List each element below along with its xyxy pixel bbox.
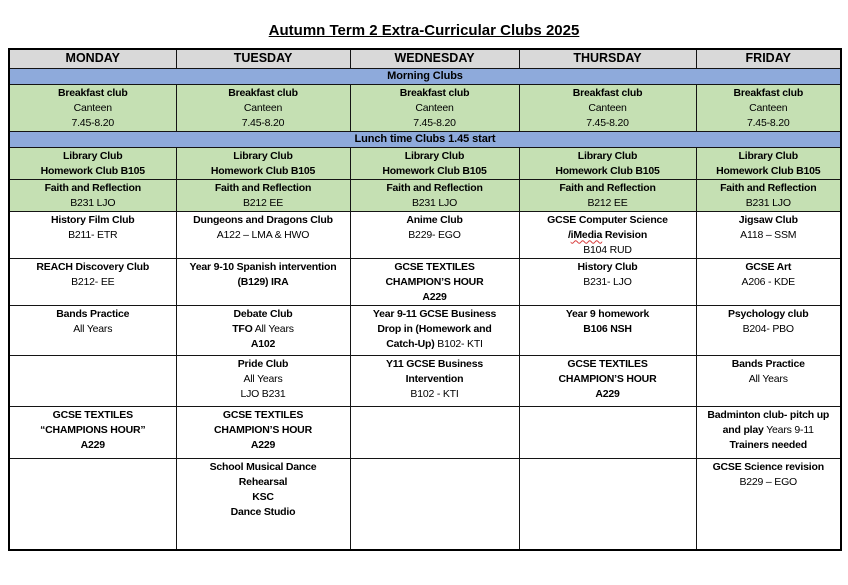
cell-line: B212- EE xyxy=(71,275,115,288)
cell-line: TFO All Years xyxy=(232,322,294,335)
cell-line: Drop in (Homework and xyxy=(377,322,492,335)
cell-line: Debate Club xyxy=(233,307,293,320)
cell-line: and play Years 9-11 xyxy=(722,423,814,436)
cell-line: Pride Club xyxy=(237,357,289,370)
cell-clubs-3-tuesday xyxy=(176,305,350,355)
row-clubs-5 xyxy=(9,406,841,458)
cell-line: 7.45-8.20 xyxy=(413,116,456,129)
cell-line: Canteen xyxy=(415,101,454,114)
cell-clubs-5-monday xyxy=(9,406,176,458)
cell-line: GCSE Science revision xyxy=(712,460,824,473)
cell-clubs-4-friday xyxy=(696,355,841,406)
cell-line: Homework Club B105 xyxy=(382,164,487,177)
cell-clubs-1-friday xyxy=(696,211,841,258)
cell-line: B231 LJO xyxy=(70,196,116,209)
page xyxy=(0,22,848,551)
cell-line: Canteen xyxy=(73,101,112,114)
cell-clubs-3-monday xyxy=(9,305,176,355)
cell-line: B211- ETR xyxy=(68,228,118,241)
cell-line: 7.45-8.20 xyxy=(746,116,790,129)
clubs-table-body xyxy=(9,49,841,550)
cell-line: History Film Club xyxy=(50,213,135,226)
cell-line: Homework Club B105 xyxy=(716,164,821,177)
cell-line: Library Club xyxy=(63,149,123,162)
cell-line: Rehearsal xyxy=(238,475,288,488)
cell-faith-thursday xyxy=(519,179,696,211)
section-lunch-label: Lunch time Clubs 1.45 start xyxy=(9,131,841,147)
cell-line: B104 RUD xyxy=(583,243,632,256)
cell-line: GCSE TEXTILES xyxy=(394,260,475,273)
cell-library-friday xyxy=(696,147,841,179)
cell-line: Year 9-11 GCSE Business xyxy=(372,307,497,320)
cell-line: B106 NSH xyxy=(583,322,632,335)
row-clubs-2 xyxy=(9,258,841,305)
day-header-wednesday: WEDNESDAY xyxy=(350,49,519,68)
cell-clubs-5-thursday xyxy=(519,406,696,458)
cell-line: Faith and Reflection xyxy=(559,181,656,194)
cell-line: B231 LJO xyxy=(411,196,458,209)
cell-library-monday xyxy=(9,147,176,179)
cell-clubs-3-wednesday xyxy=(350,305,519,355)
row-clubs-4 xyxy=(9,355,841,406)
cell-line: B212 EE xyxy=(587,196,628,209)
cell-line: All Years xyxy=(73,322,113,335)
cell-clubs-2-thursday xyxy=(519,258,696,305)
cell-clubs-2-monday xyxy=(9,258,176,305)
cell-faith-wednesday xyxy=(350,179,519,211)
cell-line: Faith and Reflection xyxy=(44,181,141,194)
cell-clubs-1-tuesday xyxy=(176,211,350,258)
cell-line: GCSE Computer Science xyxy=(547,213,668,226)
cell-clubs-6-friday xyxy=(696,458,841,550)
cell-line: B231- LJO xyxy=(583,275,632,288)
clubs-table xyxy=(8,48,842,551)
cell-line: B204- PBO xyxy=(742,322,794,335)
cell-clubs-1-thursday xyxy=(519,211,696,258)
cell-line: Library Club xyxy=(577,149,638,162)
cell-line: CHAMPION’S HOUR xyxy=(214,423,312,436)
cell-line: A229 xyxy=(422,290,447,303)
cell-line: Homework Club B105 xyxy=(555,164,660,177)
cell-clubs-4-wednesday xyxy=(350,355,519,406)
cell-breakfast-tuesday xyxy=(176,84,350,131)
cell-breakfast-monday xyxy=(9,84,176,131)
cell-line: Homework Club B105 xyxy=(40,164,145,177)
cell-clubs-4-thursday xyxy=(519,355,696,406)
cell-clubs-5-tuesday xyxy=(176,406,350,458)
cell-clubs-3-thursday xyxy=(519,305,696,355)
cell-line: GCSE TEXTILES xyxy=(222,408,304,421)
cell-line: Breakfast club xyxy=(733,86,804,99)
cell-line: Faith and Reflection xyxy=(720,181,817,194)
cell-line: All Years xyxy=(243,372,283,385)
cell-line: CHAMPION’S HOUR xyxy=(385,275,484,288)
cell-breakfast-thursday xyxy=(519,84,696,131)
row-section-morning xyxy=(9,68,841,84)
cell-line: School Musical Dance xyxy=(209,460,317,473)
row-breakfast xyxy=(9,84,841,131)
cell-line: Badminton club- pitch up xyxy=(707,408,830,421)
cell-clubs-6-tuesday xyxy=(176,458,350,550)
cell-line: Dungeons and Dragons Club xyxy=(193,213,333,226)
cell-line: Breakfast club xyxy=(572,86,643,99)
page-title: Autumn Term 2 Extra-Curricular Clubs 2025 xyxy=(268,22,580,39)
cell-clubs-3-friday xyxy=(696,305,841,355)
cell-breakfast-wednesday xyxy=(350,84,519,131)
cell-line: Breakfast club xyxy=(228,86,298,99)
cell-faith-friday xyxy=(696,179,841,211)
cell-line: All Years xyxy=(748,372,788,385)
cell-clubs-2-tuesday xyxy=(176,258,350,305)
cell-line: A102 xyxy=(250,337,276,350)
cell-line: LJO B231 xyxy=(240,387,286,400)
section-morning-label: Morning Clubs xyxy=(9,68,841,84)
day-header-thursday: THURSDAY xyxy=(519,49,696,68)
row-clubs-1 xyxy=(9,211,841,258)
cell-clubs-1-wednesday xyxy=(350,211,519,258)
day-header-tuesday: TUESDAY xyxy=(176,49,350,68)
cell-library-thursday xyxy=(519,147,696,179)
cell-line: Bands Practice xyxy=(731,357,805,370)
day-header-monday: MONDAY xyxy=(9,49,176,68)
cell-clubs-2-wednesday xyxy=(350,258,519,305)
day-header-friday: FRIDAY xyxy=(696,49,841,68)
row-faith xyxy=(9,179,841,211)
cell-library-tuesday xyxy=(176,147,350,179)
row-clubs-3 xyxy=(9,305,841,355)
cell-line: /iMedia Revision xyxy=(567,228,648,241)
cell-line: A122 – LMA & HWO xyxy=(216,228,310,241)
cell-line: Library Club xyxy=(233,149,293,162)
cell-clubs-4-tuesday xyxy=(176,355,350,406)
cell-line: Intervention xyxy=(405,372,464,385)
row-clubs-6 xyxy=(9,458,841,550)
cell-line: GCSE Art xyxy=(745,260,792,273)
cell-line: Psychology club xyxy=(728,307,809,320)
cell-line: “CHAMPIONS HOUR” xyxy=(40,423,146,436)
cell-clubs-6-thursday xyxy=(519,458,696,550)
cell-line: Library Club xyxy=(404,149,465,162)
cell-line: Dance Studio xyxy=(230,505,296,518)
cell-line: Year 9 homework xyxy=(565,307,650,320)
cell-line: Faith and Reflection xyxy=(386,181,483,194)
row-section-lunch xyxy=(9,131,841,147)
cell-line: 7.45-8.20 xyxy=(241,116,285,129)
cell-clubs-2-friday xyxy=(696,258,841,305)
cell-line: Year 9-10 Spanish intervention xyxy=(189,260,337,273)
cell-breakfast-friday xyxy=(696,84,841,131)
cell-line: B229- EGO xyxy=(408,228,461,241)
cell-line: REACH Discovery Club xyxy=(36,260,150,273)
row-days-header xyxy=(9,49,841,68)
cell-line: CHAMPION’S HOUR xyxy=(558,372,657,385)
cell-line: Library Club xyxy=(738,149,798,162)
cell-line: A118 – SSM xyxy=(740,228,797,241)
cell-clubs-5-friday xyxy=(696,406,841,458)
cell-line: 7.45-8.20 xyxy=(71,116,115,129)
cell-line: Y11 GCSE Business xyxy=(386,357,483,370)
cell-clubs-1-monday xyxy=(9,211,176,258)
cell-line: B231 LJO xyxy=(745,196,791,209)
cell-line: A229 xyxy=(80,438,105,451)
cell-line: GCSE TEXTILES xyxy=(52,408,133,421)
cell-library-wednesday xyxy=(350,147,519,179)
cell-line: 7.45-8.20 xyxy=(586,116,629,129)
cell-line: Canteen xyxy=(749,101,788,114)
cell-faith-monday xyxy=(9,179,176,211)
cell-line: Catch-Up) B102- KTI xyxy=(386,337,483,350)
cell-faith-tuesday xyxy=(176,179,350,211)
cell-line: Faith and Reflection xyxy=(214,181,312,194)
cell-line: Trainers needed xyxy=(729,438,808,451)
cell-line: History Club xyxy=(577,260,638,273)
cell-line: B102 - KTI xyxy=(410,387,459,400)
cell-line: B229 – EGO xyxy=(739,475,798,488)
cell-line: Jigsaw Club xyxy=(738,213,798,226)
cell-clubs-6-monday xyxy=(9,458,176,550)
cell-clubs-4-monday xyxy=(9,355,176,406)
cell-line: A229 xyxy=(595,387,620,400)
cell-clubs-6-wednesday xyxy=(350,458,519,550)
row-library xyxy=(9,147,841,179)
cell-line: Anime Club xyxy=(406,213,463,226)
cell-line: A206 - KDE xyxy=(741,275,795,288)
cell-line: Canteen xyxy=(243,101,283,114)
cell-line: GCSE TEXTILES xyxy=(567,357,648,370)
cell-line: Canteen xyxy=(588,101,627,114)
cell-line: A229 xyxy=(250,438,276,451)
cell-line: B212 EE xyxy=(242,196,284,209)
cell-line: Breakfast club xyxy=(57,86,128,99)
cell-line: KSC xyxy=(252,490,274,503)
cell-clubs-5-wednesday xyxy=(350,406,519,458)
cell-line: (B129) IRA xyxy=(237,275,289,288)
cell-line: Bands Practice xyxy=(56,307,130,320)
cell-line: Homework Club B105 xyxy=(210,164,316,177)
cell-line: Breakfast club xyxy=(399,86,470,99)
